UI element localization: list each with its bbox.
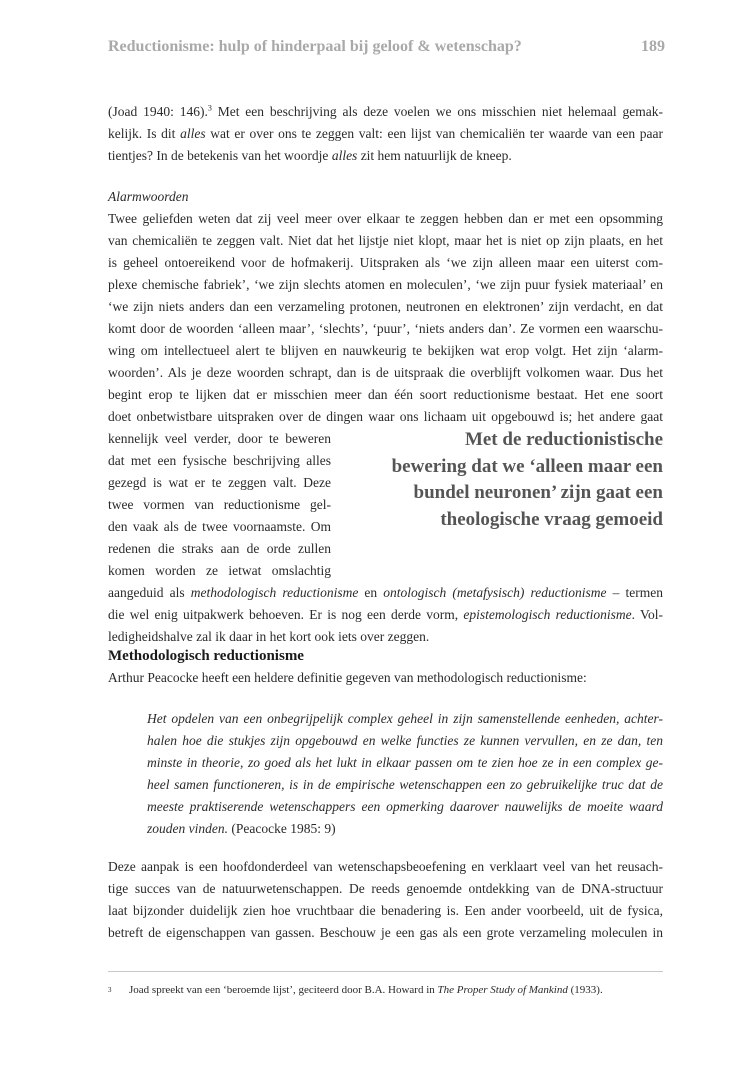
paragraph-line: betreft de eigenschappen van gassen. Beschouw je een gas als een grote verzameling moleculen in	[108, 925, 663, 940]
paragraph-line: twee vormen van reductionisme gel-	[108, 497, 331, 512]
block-quote-line: halen hoe die stukjes zijn opgebouwd en welke functies ze kunnen vervullen, en ze dan, ten	[147, 733, 663, 748]
pull-quote-line: bundel neuronen’ zijn gaat een	[413, 482, 663, 503]
paragraph-line: laat bijzonder duidelijk zien hoe vruchtbaar die benadering is. Een ander voorbeeld, uit de fysica,	[108, 903, 663, 918]
paragraph-line: doet onbetwistbare uitspraken over de dingen waar ons lichaam uit opgebouwd is; het andere gaat	[108, 409, 663, 424]
paragraph-line: Twee geliefden weten dat zij veel meer over elkaar te zeggen hebben dan er met een opsomming	[108, 211, 663, 226]
paragraph-line: redenen die straks aan de orde zullen	[108, 541, 331, 556]
paragraph-line: kennelijk veel verder, door te beweren	[108, 431, 331, 446]
paragraph-line: wing om intellectueel alert te blijven en nauwkeurig te bekijken wat erop volgt. Het zijn ‘alarm-	[108, 343, 663, 358]
footnote: 3 Joad spreekt van een ‘beroemde lijst’, geciteerd door B.A. Howard in The Proper Study of Mankind (1933).	[108, 984, 603, 996]
paragraph-line: Deze aanpak is een hoofdonderdeel van wetenschapsbeoefening en verklaart veel van het reusach-	[108, 859, 663, 874]
paragraph-line: (Joad 1940: 146).$^3$ Met een beschrijving als deze voelen we ons misschien niet helemaal gemak-	[108, 103, 663, 119]
block-quote-line: meeste praktiserende wetenschappers een opmerking daarover nauwelijks de moeite waard	[147, 799, 663, 814]
block-quote-line: Het opdelen van een onbegrijpelijk complex geheel in zijn samenstellende eenheden, achter-	[147, 711, 663, 726]
paragraph-line: den vaak als de twee voornaamste. Om	[108, 519, 331, 534]
paragraph-line: tientjes? In de betekenis van het woordje alles zit hem natuurlijk de kneep.	[108, 148, 512, 163]
paragraph-line: die wel enig uitpakwerk behoeven. Er is nog een derde vorm, epistemologisch reductionisme. Vol-	[108, 607, 663, 622]
pull-quote	[345, 427, 663, 533]
page-number: 189	[641, 38, 665, 55]
paragraph-line: ledigheidshalve zal ik daar in het kort ook iets over zeggen.	[108, 629, 430, 644]
paragraph-line: aangeduid als methodologisch reductionisme en ontologisch (metafysisch) reductionisme – termen	[108, 585, 663, 600]
paragraph-line: kelijk. Is dit alles wat er over ons te zeggen valt: een lijst van chemicaliën ter waarde van een paar	[108, 126, 664, 141]
block-quote-line: zouden vinden. (Peacocke 1985: 9)	[147, 821, 336, 836]
paragraph-line: komen worden ze ietwat omslachtig	[108, 563, 331, 578]
paragraph-line: begint erop te lijken dat er misschien meer dan één soort reductionisme bestaat. Het ene soort	[108, 387, 663, 402]
subheading-alarmwoorden: Alarmwoorden	[108, 189, 189, 204]
paragraph-line: plexe chemische fabriek’, ‘we zijn slechts atomen en moleculen’, ‘we zijn puur fysiek materiaal’ en	[108, 277, 663, 292]
footnote-reference[interactable]: 3	[207, 103, 212, 113]
block-quote-line: heel samen functioneren, is in de empirische wetenschappen een zo gebruikelijke truc dat de	[147, 777, 663, 792]
paragraph-line: woorden’. Als je deze woorden schrapt, dan is de uitspraak die overblijft volkomen waar. Dus het	[108, 365, 663, 380]
footnote-number: 3	[108, 986, 112, 994]
quote-citation: (Peacocke 1985: 9)	[227, 821, 336, 836]
pull-quote-line: theologische vraag gemoeid	[440, 508, 663, 530]
pull-quote-line: bewering dat we ‘alleen maar een	[391, 455, 663, 477]
block-quote-line: minste in theorie, zo goed als het lukt in elkaar passen om te zien hoe ze in een complex ge-	[147, 755, 663, 770]
paragraph-line: tige succes van de natuurwetenschappen. De reeds genoemde ontdekking van de DNA-structuur	[108, 881, 663, 896]
paragraph-line: gezegd is wat er te zeggen valt. Deze	[108, 475, 331, 490]
paragraph-line: dat met een fysische beschrijving alles	[108, 453, 331, 468]
running-title: Reductionisme: hulp of hinderpaal bij geloof & wetenschap?	[108, 38, 522, 55]
footnote-divider	[108, 971, 663, 972]
running-header	[108, 38, 665, 56]
section-heading: Methodologisch reductionisme	[108, 648, 304, 664]
paragraph-line: van chemicaliën te zeggen valt. Niet dat het lijstje niet klopt, maar het is niet op zijn plaats, en het	[108, 233, 663, 248]
paragraph-line: komt door de woorden ‘alleen maar’, ‘slechts’, ‘puur’, ‘niets anders dan’. Ze vormen een waarschu-	[108, 321, 663, 336]
paragraph-line: ‘we zijn niets anders dan een verzameling protonen, neutronen en elektronen’ zijn verdacht, en dat	[108, 299, 663, 314]
pull-quote-line: Met de reductionistische	[464, 429, 663, 450]
paragraph-line: Arthur Peacocke heeft een heldere definitie gegeven van methodologisch reductionisme:	[108, 670, 587, 685]
paragraph-line: is geheel ontoereikend voor de hofmakerij. Uitspraken als ‘we zijn alleen maar een uiterst com-	[108, 255, 663, 270]
